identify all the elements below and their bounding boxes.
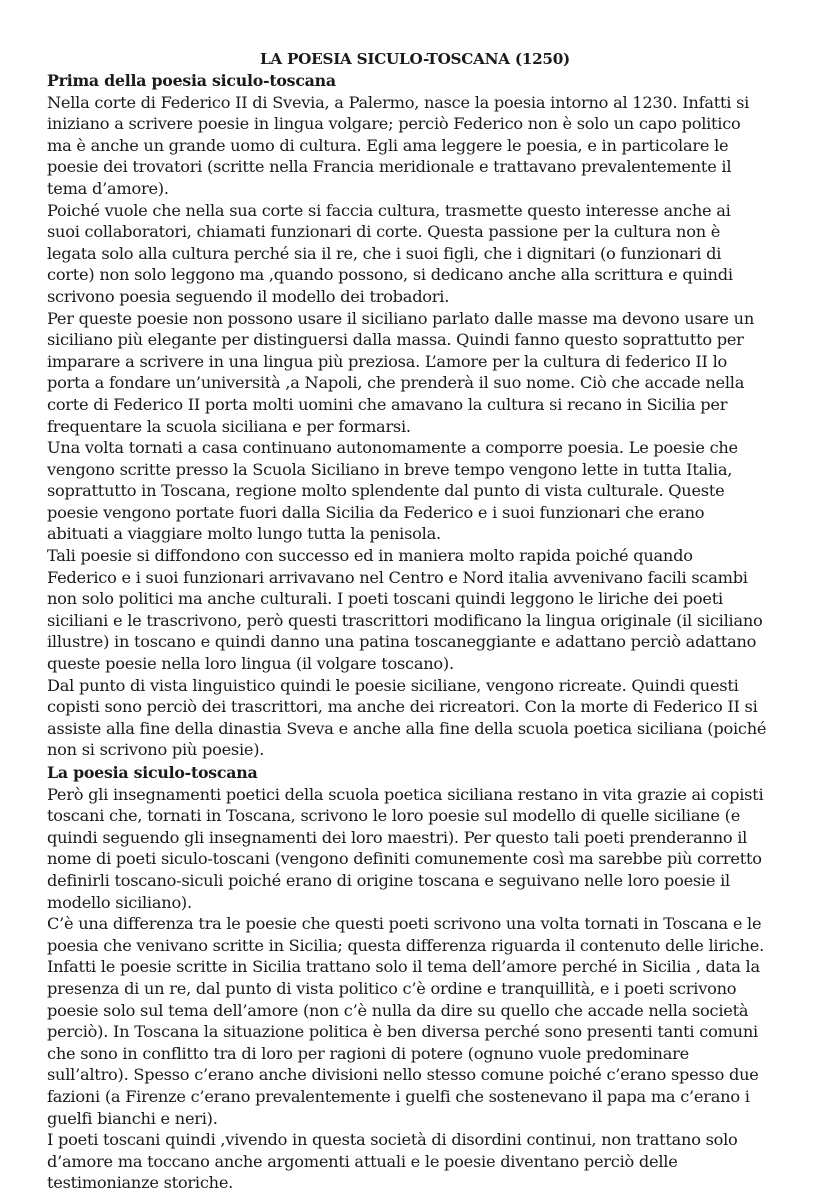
paragraph: Però gli insegnamenti poetici della scuola poetica siciliana restano in vita grazie ai copisti toscani che, tornati in Toscana, scrivono le loro poesie sul modello di quelle siciliane (e quindi seguendo gli insegnamenti dei loro maestri). Per questo tali poeti prenderanno il nome di poeti siculo-toscani (vengono definiti comunemente così ma sarebbe più corretto definirli toscano-siculi poiché erano di origine toscana e seguivano nelle loro poesie il modello siciliano). xyxy=(47,784,764,912)
paragraph: Tali poesie si diffondono con successo ed in maniera molto rapida poiché quando Federico e i suoi funzionari arrivavano nel Centro e Nord italia avvenivano facili scambi non solo politici ma anche culturali. I poeti toscani quindi leggono le liriche dei poeti siciliani e le trascrivono, però questi trascrittori modificano la lingua originale (il siciliano illustre) in toscano e quindi danno una patina toscaneggiante e adattano perciò adattano queste poesie nella loro lingua (il volgare toscano). xyxy=(47,546,763,674)
section-heading-prima: Prima della poesia siculo-toscana xyxy=(47,71,336,90)
paragraph: Una volta tornati a casa continuano autonomamente a comporre poesia. Le poesie che vengono scritte presso la Scuola Siciliano in breve tempo vengono lette in tutta Italia, soprattutto in Toscana, regione molto splendente dal punto di vista culturale. Queste poesie vengono portate fuori dalla Sicilia da Federico e i suoi funzionari che erano abituati a viaggiare molto lungo tutta la penisola. xyxy=(47,438,738,544)
paragraph: Dal punto di vista linguistico quindi le poesie siciliane, vengono ricreate. Quindi questi copisti sono perciò dei trascrittori, ma anche dei ricreatori. Con la morte di Federico II si assiste alla fine della dinastia Sveva e anche alla fine della scuola poetica siciliana (poiché non si scrivono più poesie). xyxy=(47,675,767,760)
paragraph: I poeti toscani quindi ,vivendo in questa società di disordini continui, non trattano solo d’amore ma toccano anche argomenti attuali e le poesie diventano perciò delle testimonianze storiche. xyxy=(47,1130,738,1193)
paragraph: C’è una differenza tra le poesie che questi poeti scrivono una volta tornati in Toscana e le poesia che venivano scritte in Sicilia; questa differenza riguarda il contenuto delle liriche. Infatti le poesie scritte in Sicilia trattano solo il tema dell’amore perché in Sicilia , data la presenza di un re, dal punto di vista politico c’è ordine e tranquillità, e i poeti scrivono poesie solo sul tema dell’amore (non c’è nulla da dire su quello che accade nella società perciò). In Toscana la situazione politica è ben diversa perché sono presenti tanti comuni che sono in conflitto tra di loro per ragioni di potere (ognuno vuole predominare sull’altro). Spesso c’erano anche divisioni nello stesso comune poiché c’erano spesso due fazioni (a Firenze c’erano prevalentemente i guelfi che sostenevano il papa ma c’erano i guelfi bianchi e neri). xyxy=(47,914,764,1128)
paragraph: Nella corte di Federico II di Svevia, a Palermo, nasce la poesia intorno al 1230. Infatti si iniziano a scrivere poesie in lingua volgare; perciò Federico non è solo un capo politico ma è anche un grande uomo di cultura. Egli ama leggere le poesia, e in particolare le poesie dei trovatori (scritte nella Francia meridionale e trattavano prevalentemente il tema d’amore). xyxy=(47,92,750,198)
paragraph: Per queste poesie non possono usare il siciliano parlato dalle masse ma devono usare un siciliano più elegante per distinguersi dalla massa. Quindi fanno questo soprattutto per imparare a scrivere in una lingua più preziosa. L’amore per la cultura di federico II lo porta a fondare un’università ,a Napoli, che prenderà il suo nome. Ciò che accade nella corte di Federico II porta molti uomini che amavano la cultura si recano in Sicilia per frequentare la scuola siciliana e per formarsi. xyxy=(47,308,755,436)
section-heading-siculo-toscana: La poesia siculo-toscana xyxy=(47,763,258,782)
document-page xyxy=(47,48,767,1194)
document-title: LA POESIA SICULO-TOSCANA (1250) xyxy=(260,50,570,68)
paragraph: Poiché vuole che nella sua corte si faccia cultura, trasmette questo interesse anche ai suoi collaboratori, chiamati funzionari di corte. Questa passione per la cultura non è legata solo alla cultura perché sia il re, che i suoi figli, che i dignitari (o funzionari di corte) non solo leggono ma ,quando possono, si dedicano anche alla scrittura e quindi scrivono poesia seguendo il modello dei trobadori. xyxy=(47,200,733,306)
